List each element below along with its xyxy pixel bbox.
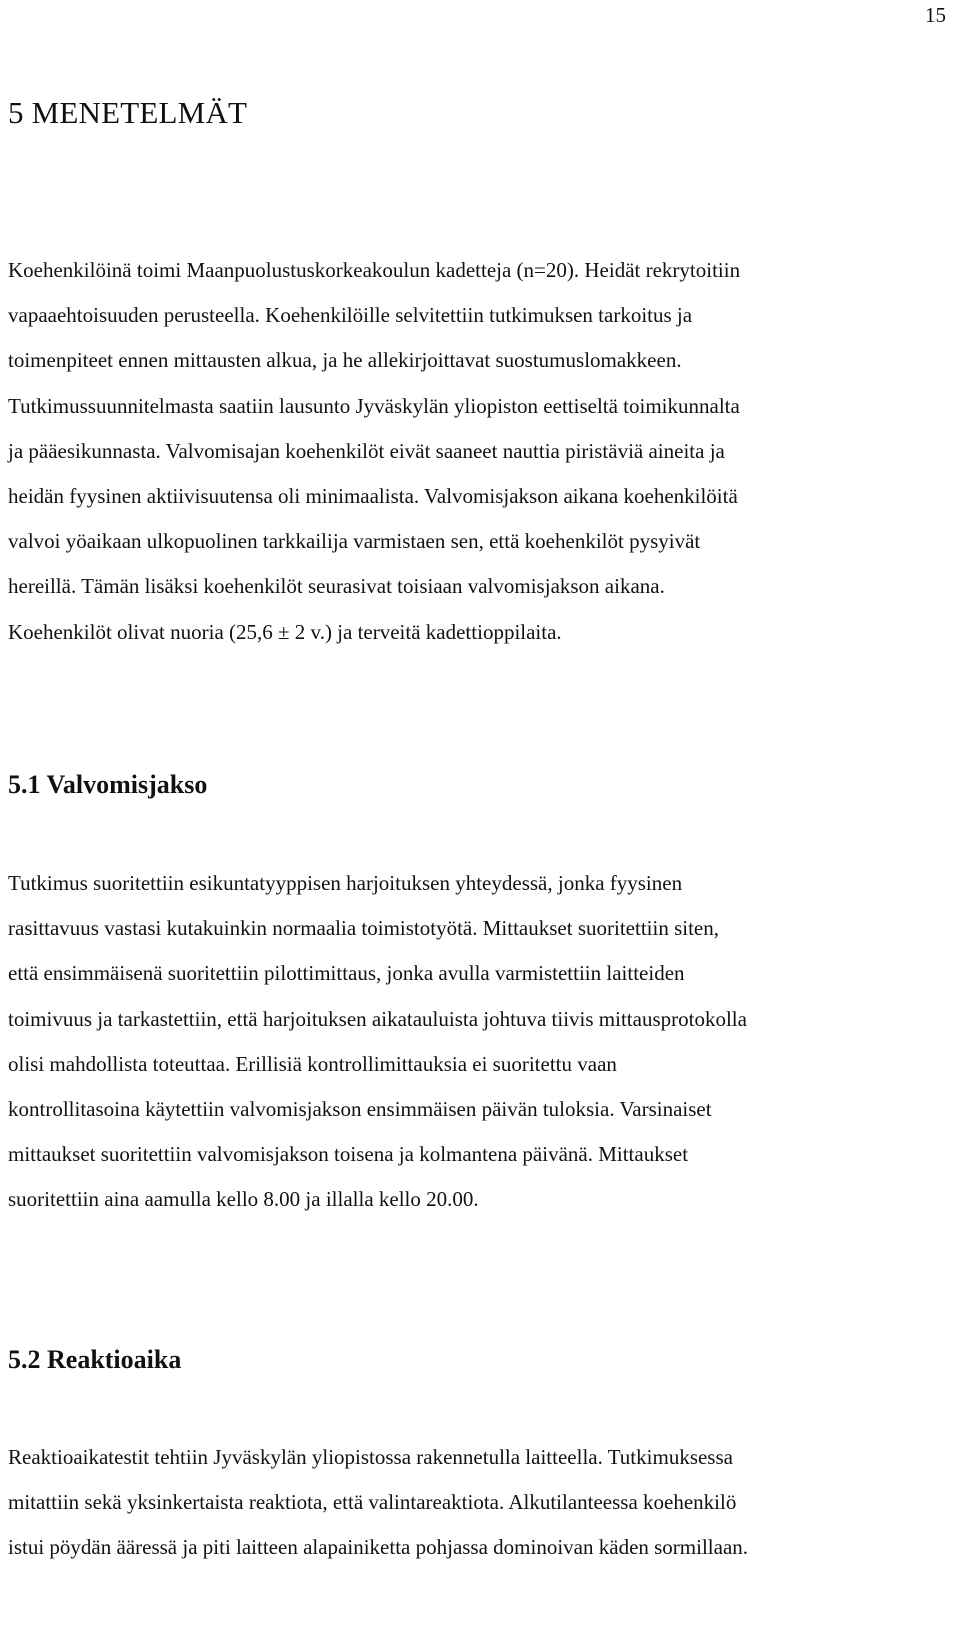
text-line: istui pöydän ääressä ja piti laitteen alapainiketta pohjassa dominoivan käden sormillaan. <box>8 1535 749 1560</box>
text-line: Koehenkilöt olivat nuoria (25,6 ± 2 v.) ja terveitä kadettioppilaita. <box>8 619 562 644</box>
paragraph-participants <box>8 248 948 655</box>
paragraph-reaction-time <box>8 1435 948 1571</box>
text-line: mittaukset suoritettiin valvomisjakson toisena ja kolmantena päivänä. Mittaukset <box>8 1142 689 1167</box>
text-line: Koehenkilöinä toimi Maanpuolustuskorkeakoulun kadetteja (n=20). Heidät rekrytoitiin <box>8 258 741 282</box>
text-line: mitattiin sekä yksinkertaista reaktiota, että valintareaktiota. Alkutilanteessa koehenkilö <box>8 1490 737 1515</box>
text-line: olisi mahdollista toteuttaa. Erillisiä kontrollimittauksia ei suoritettu vaan <box>8 1051 617 1076</box>
text-line: vapaaehtoisuuden perusteella. Koehenkilöille selvitettiin tutkimuksen tarkoitus ja <box>8 303 693 328</box>
chapter-title: 5 MENETELMÄT <box>8 95 248 130</box>
text-line: valvoi yöaikaan ulkopuolinen tarkkailija varmistaen sen, että koehenkilöt pysyivät <box>8 529 701 554</box>
page-number: 15 <box>925 3 946 27</box>
paragraph-wakefulness-period <box>8 861 948 1223</box>
text-line: toimivuus ja tarkastettiin, että harjoituksen aikatauluista johtuva tiivis mittausprotokolla <box>8 1006 747 1031</box>
text-line: suoritettiin aina aamulla kello 8.00 ja illalla kello 20.00. <box>8 1187 479 1212</box>
text-line: rasittavuus vastasi kutakuinkin normaalia toimistotyötä. Mittaukset suoritettiin siten, <box>8 916 719 941</box>
text-line: hereillä. Tämän lisäksi koehenkilöt seurasivat toisiaan valvomisjakson aikana. <box>8 574 665 599</box>
text-line: kontrollitasoina käytettiin valvomisjakson ensimmäisen päivän tuloksia. Varsinaiset <box>8 1097 712 1122</box>
text-line: heidän fyysinen aktiivisuutensa oli minimaalista. Valvomisjakson aikana koehenkilöitä <box>8 484 738 509</box>
section-heading-5-1: 5.1 Valvomisjakso <box>8 770 208 799</box>
section-heading-5-2: 5.2 Reaktioaika <box>8 1345 182 1374</box>
text-line: Tutkimussuunnitelmasta saatiin lausunto Jyväskylän yliopiston eettiseltä toimikunnalta <box>8 393 740 418</box>
text-line: ja pääesikunnasta. Valvomisajan koehenkilöt eivät saaneet nauttia piristäviä aineita ja <box>8 438 725 463</box>
text-line: että ensimmäisenä suoritettiin pilottimittaus, jonka avulla varmistettiin laitteiden <box>8 961 685 986</box>
text-line: Tutkimus suoritettiin esikuntatyyppisen harjoituksen yhteydessä, jonka fyysinen <box>8 871 683 895</box>
text-line: toimenpiteet ennen mittausten alkua, ja he allekirjoittavat suostumuslomakkeen. <box>8 348 682 373</box>
text-line: Reaktioaikatestit tehtiin Jyväskylän yliopistossa rakennetulla laitteella. Tutkimuksessa <box>8 1445 733 1469</box>
